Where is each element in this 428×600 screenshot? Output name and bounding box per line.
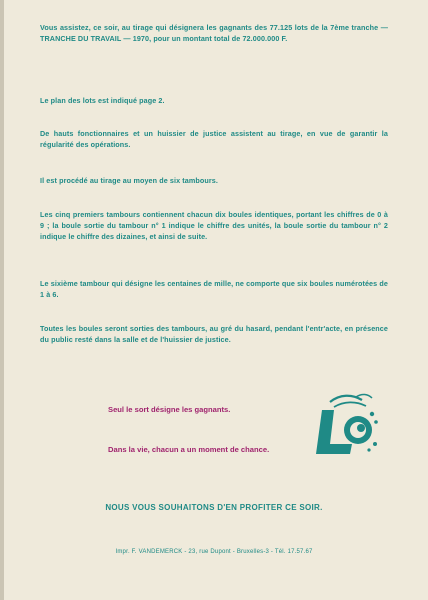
lottery-logo-icon [312, 392, 384, 462]
sixth-drum-paragraph: Le sixième tambour qui désigne les centaines de mille, ne comporte que six boules numérotées de 1 à 6. [40, 279, 388, 299]
slogan-chance: Dans la vie, chacun a un moment de chance. [108, 445, 270, 454]
slogan-luck: Seul le sort désigne les gagnants. [108, 405, 231, 414]
closing-line: NOUS VOUS SOUHAITONS D'EN PROFITER CE SOIR. [105, 503, 323, 512]
first-drums-paragraph: Les cinq premiers tambours contiennent chacun dix boules identiques, portant les chiffres de 0 à 9 ; la boule sortie du tambour n° 1 indique le chiffre des unités, la boule sortie du tambour n° 2 indique le chiffre des dizaines, et ainsi de suite. [40, 210, 388, 241]
draw-paragraph: Toutes les boules seront sorties des tambours, au gré du hasard, pendant l'entr'acte, en présence du public resté dans la salle et de l'huissier de justice. [40, 324, 388, 344]
drums-paragraph: Il est procédé au tirage au moyen de six tambours. [40, 176, 218, 185]
printer-imprint: Impr. F. VANDEMERCK - 23, rue Dupont - Bruxelles-3 - Tél. 17.57.67 [115, 549, 313, 555]
officials-paragraph: De hauts fonctionnaires et un huissier de justice assistent au tirage, en vue de garantir la régularité des opérations. [40, 129, 388, 149]
intro-paragraph: Vous assistez, ce soir, au tirage qui désignera les gagnants des 77.125 lots de la 7ème tranche — TRANCHE DU TRAVAIL — 1970, pour un montant total de 72.000.000 F. [40, 23, 388, 43]
plan-paragraph: Le plan des lots est indiqué page 2. [40, 96, 165, 105]
